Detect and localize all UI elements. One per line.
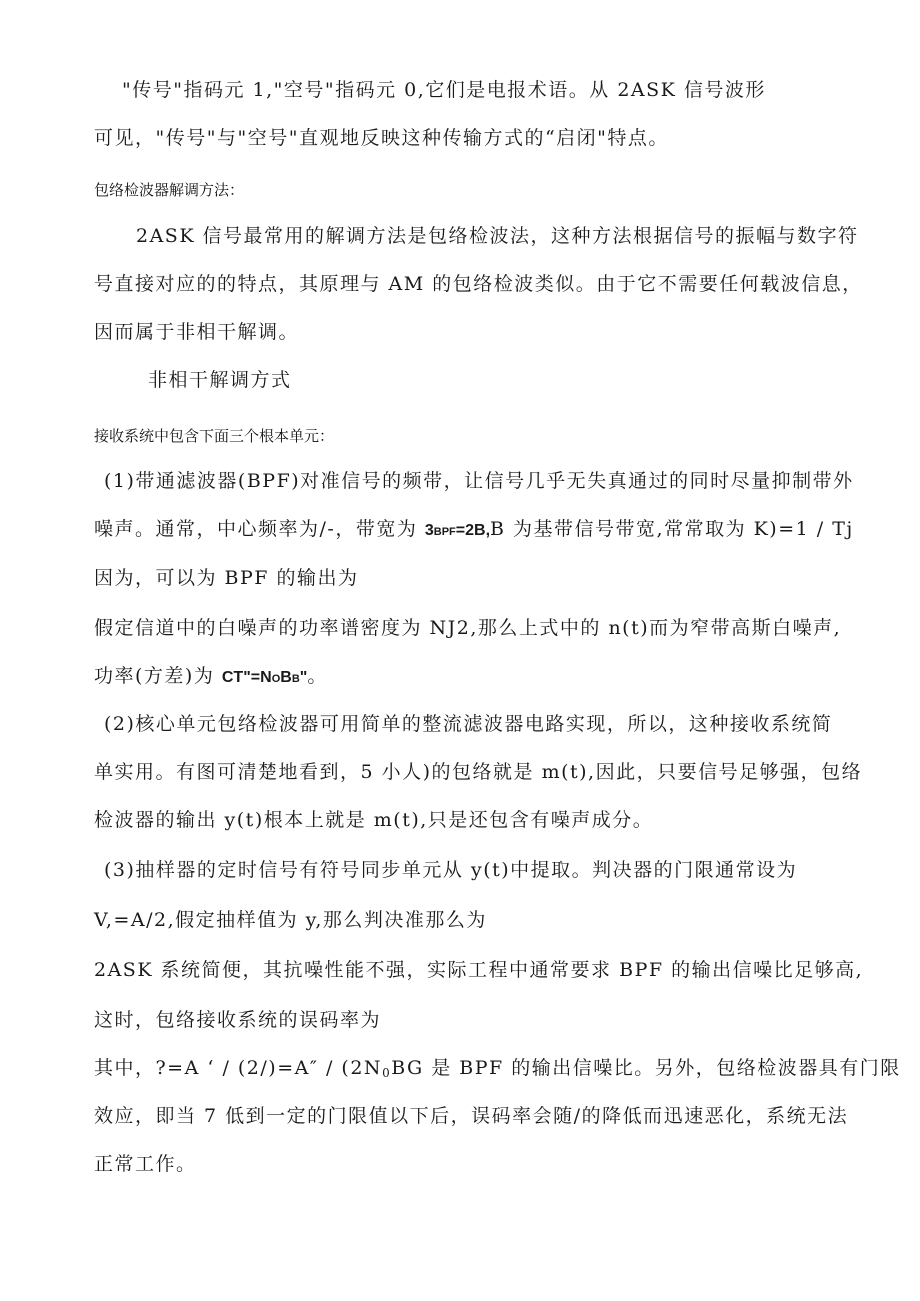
section-heading-envelope-detector: 包络检波器解调方法： <box>94 181 245 199</box>
item3-line2: V,=A/2,假定抽样值为 y,那么判决准那么为 <box>94 909 487 931</box>
para1-line1: "传号"指码元 1,"空号"指码元 0,它们是电报术语。从 2ASK 信号波形 <box>122 79 766 101</box>
para4-subscript: 0 <box>382 1066 392 1080</box>
noise-formula-a: CT"=N <box>221 669 272 686</box>
item1-line4: 假定信道中的白噪声的功率谱密度为 NJ2,那么上式中的 n(t)而为窄带高斯白噪声, <box>94 617 842 639</box>
noise-formula-b: O <box>271 673 281 685</box>
para4-line1-post: BG 是 BPF 的输出信噪比。另外，包络检波器具有门限 <box>391 1057 901 1079</box>
item1-line5-pre: 功率(方差)为 <box>94 665 222 687</box>
noise-formula-c: B <box>280 669 292 686</box>
item2-line1: (2)核心单元包络检波器可用简单的整流滤波器电路实现，所以，这种接收系统简 <box>104 713 833 735</box>
section-heading-receiver-units: 接收系统中包含下面三个根本单元： <box>94 427 335 445</box>
item1-line5 <box>94 664 328 691</box>
item1-line5-post: 。 <box>307 665 328 687</box>
item1-line2-pre: 噪声。通常，中心频率为/-，带宽为 <box>94 518 425 540</box>
noise-power-formula <box>222 669 307 686</box>
para2-line3: 因而属于非相干解调。 <box>94 321 300 343</box>
para3-line2: 这时，包络接收系统的误码率为 <box>94 1009 382 1031</box>
para4-line1-pre: 其中，?=A ‘ / (2/)=A″ / (2N <box>94 1057 383 1079</box>
bandwidth-formula-a: 3 <box>424 522 434 539</box>
noise-formula-d: B <box>291 673 300 685</box>
para2-line2: 号直接对应的的特点，其原理与 AM 的包络检波类似。由于它不需要任何载波信息， <box>94 273 863 295</box>
para2-line1: 2ASK 信号最常用的解调方法是包络检波法，这种方法根据信号的振幅与数字符 <box>136 225 859 247</box>
bandwidth-formula-c: =2B, <box>455 522 491 539</box>
bandwidth-formula <box>425 522 490 539</box>
para4-line1 <box>94 1056 901 1085</box>
bandwidth-formula-sub: BPF <box>433 526 456 538</box>
para4-line3: 正常工作。 <box>94 1153 197 1175</box>
figure-caption: 非相干解调方式 <box>148 369 292 391</box>
para4-line2: 效应，即当 7 低到一定的门限值以下后，误码率会随/的降低而迅速恶化，系统无法 <box>94 1105 849 1127</box>
para3-line1: 2ASK 系统简便，其抗噪性能不强，实际工程中通常要求 BPF 的输出信噪比足够高, <box>94 959 864 981</box>
item1-line3: 因为，可以为 BPF 的输出为 <box>94 567 359 589</box>
item1-line2 <box>94 517 854 544</box>
item1-line2-post: B 为基带信号带宽,常常取为 K)=1 / Tj <box>490 518 854 540</box>
item2-line3: 检波器的输出 y(t)根本上就是 m(t),只是还包含有噪声成分。 <box>94 809 654 831</box>
para1-line2: 可见，"传号"与"空号"直观地反映这种传输方式的“启闭"特点。 <box>94 127 669 149</box>
noise-formula-e: " <box>299 669 308 686</box>
item3-line1: (3)抽样器的定时信号有符号同步单元从 y(t)中提取。判决器的门限通常设为 <box>104 859 798 881</box>
item1-line1: (1)带通滤波器(BPF)对准信号的频带，让信号几乎无失真通过的同时尽量抑制带外 <box>104 470 854 492</box>
item2-line2: 单实用。有图可清楚地看到，5 小人)的包络就是 m(t),因此，只要信号足够强，包络 <box>94 761 863 783</box>
